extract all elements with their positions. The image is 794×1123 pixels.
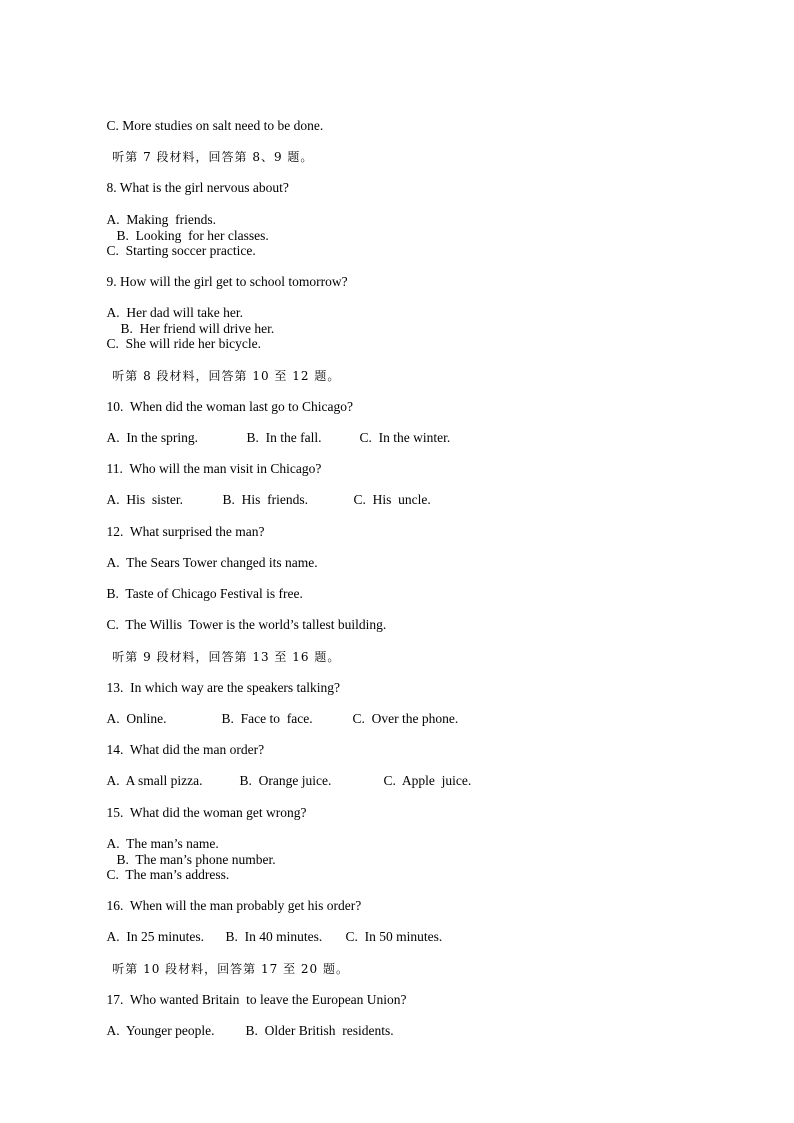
option-b: B. The man’s phone number. bbox=[116, 852, 276, 867]
option-b: B. Older British residents. bbox=[245, 1023, 394, 1038]
option-c: C. Starting soccer practice. bbox=[106, 243, 256, 258]
question-text: 17. Who wanted Britain to leave the European Union? bbox=[106, 992, 407, 1007]
option-b: B. Face to face. bbox=[221, 711, 313, 726]
section-heading-text: 听第 10 段材料，回答第 17 至 20 题。 bbox=[112, 962, 349, 976]
option-c: C. The Willis Tower is the world’s tallest building. bbox=[106, 617, 387, 632]
question-text: 10. When did the woman last go to Chicago? bbox=[106, 399, 353, 414]
option-c: C. The man’s address. bbox=[106, 867, 230, 882]
question-text: 14. What did the man order? bbox=[106, 742, 265, 757]
option-b: B. Looking for her classes. bbox=[116, 228, 269, 243]
option-a: A. In the spring. bbox=[106, 430, 198, 445]
option-c: C. She will ride her bicycle. bbox=[106, 336, 261, 351]
option-c: C. His uncle. bbox=[353, 492, 431, 507]
section-heading-text: 听第 9 段材料，回答第 13 至 16 题。 bbox=[112, 650, 341, 664]
option-b: B. His friends. bbox=[222, 492, 308, 507]
option-c: C. Over the phone. bbox=[352, 711, 459, 726]
option-a: A. His sister. bbox=[106, 492, 184, 507]
option-b: B. In the fall. bbox=[246, 430, 322, 445]
option-a: A. Making friends. bbox=[106, 212, 216, 227]
question-text: 9. How will the girl get to school tomorrow? bbox=[106, 274, 348, 289]
option-c: C. Apple juice. bbox=[383, 773, 472, 788]
option-b: B. Her friend will drive her. bbox=[120, 321, 275, 336]
section-heading-text: 听第 8 段材料，回答第 10 至 12 题。 bbox=[112, 369, 341, 383]
option-a: A. A small pizza. bbox=[106, 773, 203, 788]
option-c: C. In the winter. bbox=[359, 430, 451, 445]
option-text: C. More studies on salt need to be done. bbox=[106, 118, 324, 133]
question-text: 16. When will the man probably get his order? bbox=[106, 898, 362, 913]
question-text: 15. What did the woman get wrong? bbox=[106, 805, 307, 820]
option-a: A. Younger people. bbox=[106, 1023, 215, 1038]
question-text: 11. Who will the man visit in Chicago? bbox=[106, 461, 322, 476]
option-a: A. Her dad will take her. bbox=[106, 305, 243, 320]
option-a: A. Online. bbox=[106, 711, 167, 726]
option-b: B. Orange juice. bbox=[239, 773, 332, 788]
question-text: 8. What is the girl nervous about? bbox=[106, 180, 289, 195]
option-b: B. Taste of Chicago Festival is free. bbox=[106, 586, 303, 601]
option-a: A. In 25 minutes. bbox=[106, 929, 204, 944]
question-text: 12. What surprised the man? bbox=[106, 524, 265, 539]
option-line bbox=[93, 1007, 394, 1055]
option-c: C. In 50 minutes. bbox=[345, 929, 443, 944]
section-heading-text: 听第 7 段材料，回答第 8、9 题。 bbox=[112, 150, 314, 164]
option-a: A. The Sears Tower changed its name. bbox=[106, 555, 318, 570]
option-b: B. In 40 minutes. bbox=[225, 929, 323, 944]
question-text: 13. In which way are the speakers talking? bbox=[106, 680, 341, 695]
option-a: A. The man’s name. bbox=[106, 836, 219, 851]
